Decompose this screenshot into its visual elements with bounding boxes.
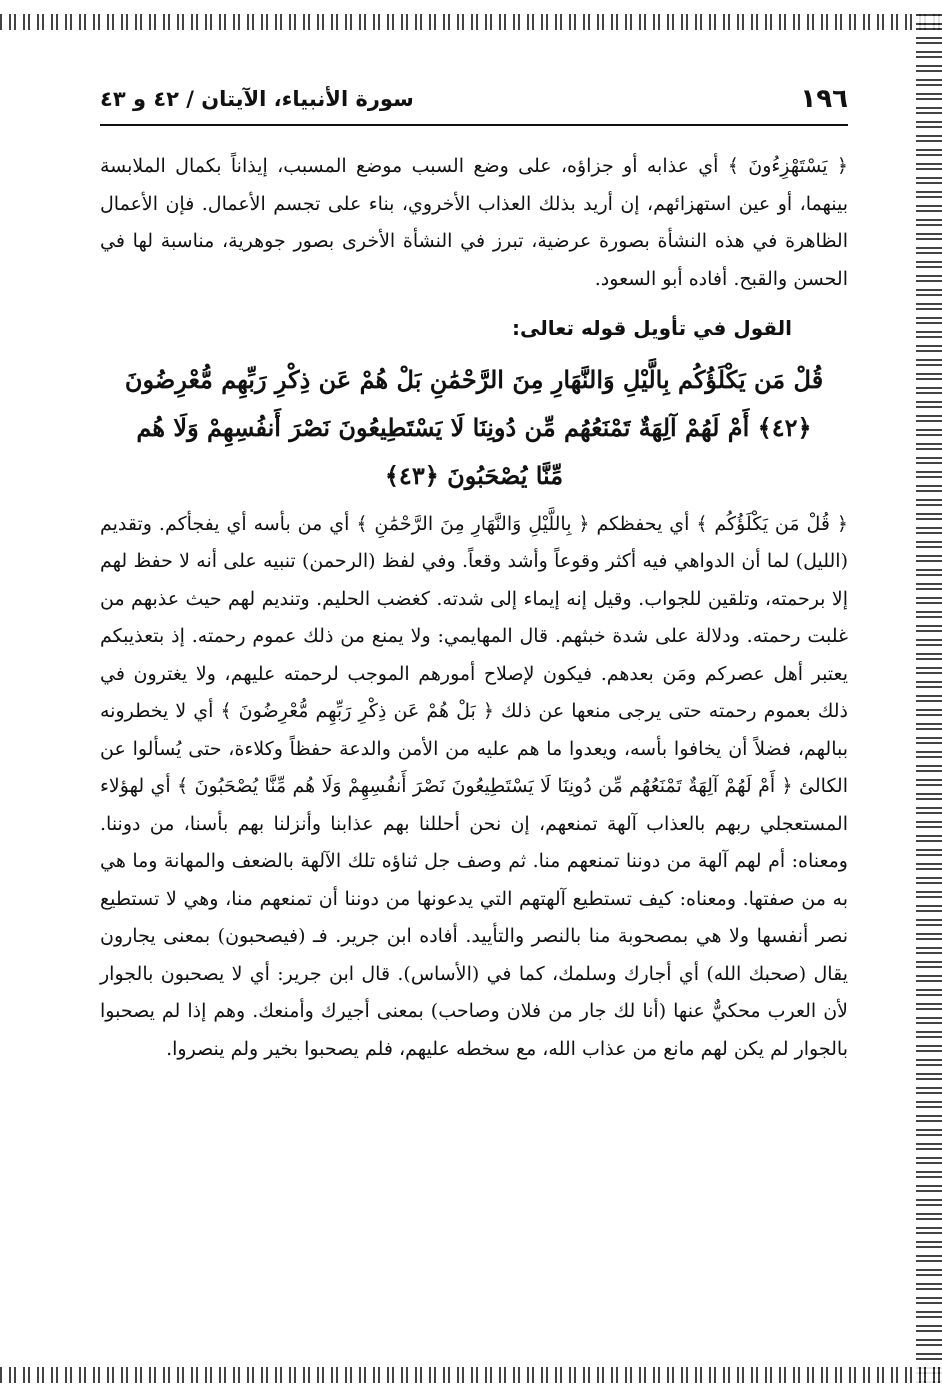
section-heading: القول في تأويل قوله تعالى: — [512, 316, 792, 340]
page-number: ١٩٦ — [800, 84, 848, 114]
bottom-ornamental-border — [0, 1367, 942, 1383]
running-title: سورة الأنبياء، الآيتان / ٤٢ و ٤٣ — [100, 87, 414, 111]
intro-paragraph: ﴿ يَسْتَهْزِءُونَ ﴾ أي عذابه أو جزاؤه، على وضع السبب موضع المسبب، إيذاناً بكمال الملابسة بينهما، أو عين استهزائهم، إن أريد بذلك العذاب الأخروي، بناء على تجسم الأعمال. فإن الأعمال الظاهرة في هذه النشأة بصورة عرضية، تبرز في النشأة الأخرى بصور جوهرية، مناسبة لها في الحسن والقبح. أفاده أبو السعود. — [100, 155, 848, 290]
quran-verse: قُلْ مَن يَكْلَؤُكُم بِالَّيْلِ وَالنَّهَارِ مِنَ الرَّحْمَٰنِ بَلْ هُمْ عَن ذِكْرِ رَبِّهِم مُّعْرِضُونَ ﴿٤٢﴾ أَمْ لَهُمْ آلِهَةٌ تَمْنَعُهُم مِّن دُونِنَا لَا يَسْتَطِيعُونَ نَصْرَ أَنفُسِهِمْ وَلَا هُم مِّنَّا يُصْحَبُونَ ﴿٤٣﴾ — [124, 364, 824, 490]
top-ornamental-border — [0, 14, 942, 30]
page-header — [100, 74, 848, 126]
commentary-paragraph: ﴿ قُلْ مَن يَكْلَؤُكُم ﴾ أي يحفظكم ﴿ بِاللَّيْلِ وَالنَّهَارِ مِنَ الرَّحْمَٰنِ ﴾ أي من بأسه أي يفجأكم. وتقديم (الليل) لما أن الدواهي فيه أكثر وقوعاً وأشد وقعاً. وفي لفظ (الرحمن) تنبيه على أنه لا حفظ لهم إلا برحمته، وتلقين للجواب. وقيل إنه إيماء إلى شدته. كغضب الحليم. وتنديم لهم حيث عذبهم من غلبت رحمته. ودلالة على شدة خبثهم. قال المهايمي: ولا يمنع من ذلك عموم رحمته. إذ بتعذيبكم يعتبر أهل عصركم ومَن بعدهم. فيكون لإصلاح أمورهم الموجب لرحمته عليهم، ولا يغترون في ذلك بعموم رحمته حتى يرجى منعها عن ذلك ﴿ بَلْ هُمْ عَن ذِكْرِ رَبِّهِم مُّعْرِضُونَ ﴾ أي لا يخطرونه ببالهم، فضلاً أن يخافوا بأسه، ويعدوا ما هم عليه من الأمن والدعة حفظاً وكلاءة، حتى يُسألوا عن الكالئ ﴿ أَمْ لَهُمْ آلِهَةٌ تَمْنَعُهُم مِّن دُونِنَا لَا يَسْتَطِيعُونَ نَصْرَ أَنفُسِهِمْ وَلَا هُم مِّنَّا يُصْحَبُونَ ﴾ أي لهؤلاء المستعجلي ربهم بالعذاب آلهة تمنعهم، إن نحن أحللنا بهم عذابنا وأنزلنا بهم بأسنا، من دوننا. ومعناه: أم لهم آلهة من دوننا تمنعهم منا. ثم وصف جل ثناؤه تلك الآلهة بالضعف والمهانة وما هي به من صفتها. ومعناه: كيف تستطيع آلهتهم التي يدعونها من دوننا أن تمنعهم منا، وهي لا تستطيع نصر أنفسها ولا هي بمصحوبة منا بالنصر والتأييد. أفاده ابن جرير. فـ (فيصحبون) بمعنى يجارون يقال (صحبك الله) أي أجارك وسلمك، كما في (الأساس). قال ابن جرير: أي لا يصحبون بالجوار لأن العرب محكيٌّ عنها (أنا لك جار من فلان وصاحب) بمعنى أجيرك وأمنعك. وهم إذا لم يصحبوا بالجوار لم يكن لهم مانع من عذاب الله، مع سخطه عليهم، فلم يصحبوا بخير ولم ينصروا. — [100, 512, 849, 1060]
right-ornamental-border — [916, 14, 942, 1383]
page-body — [100, 148, 848, 1068]
